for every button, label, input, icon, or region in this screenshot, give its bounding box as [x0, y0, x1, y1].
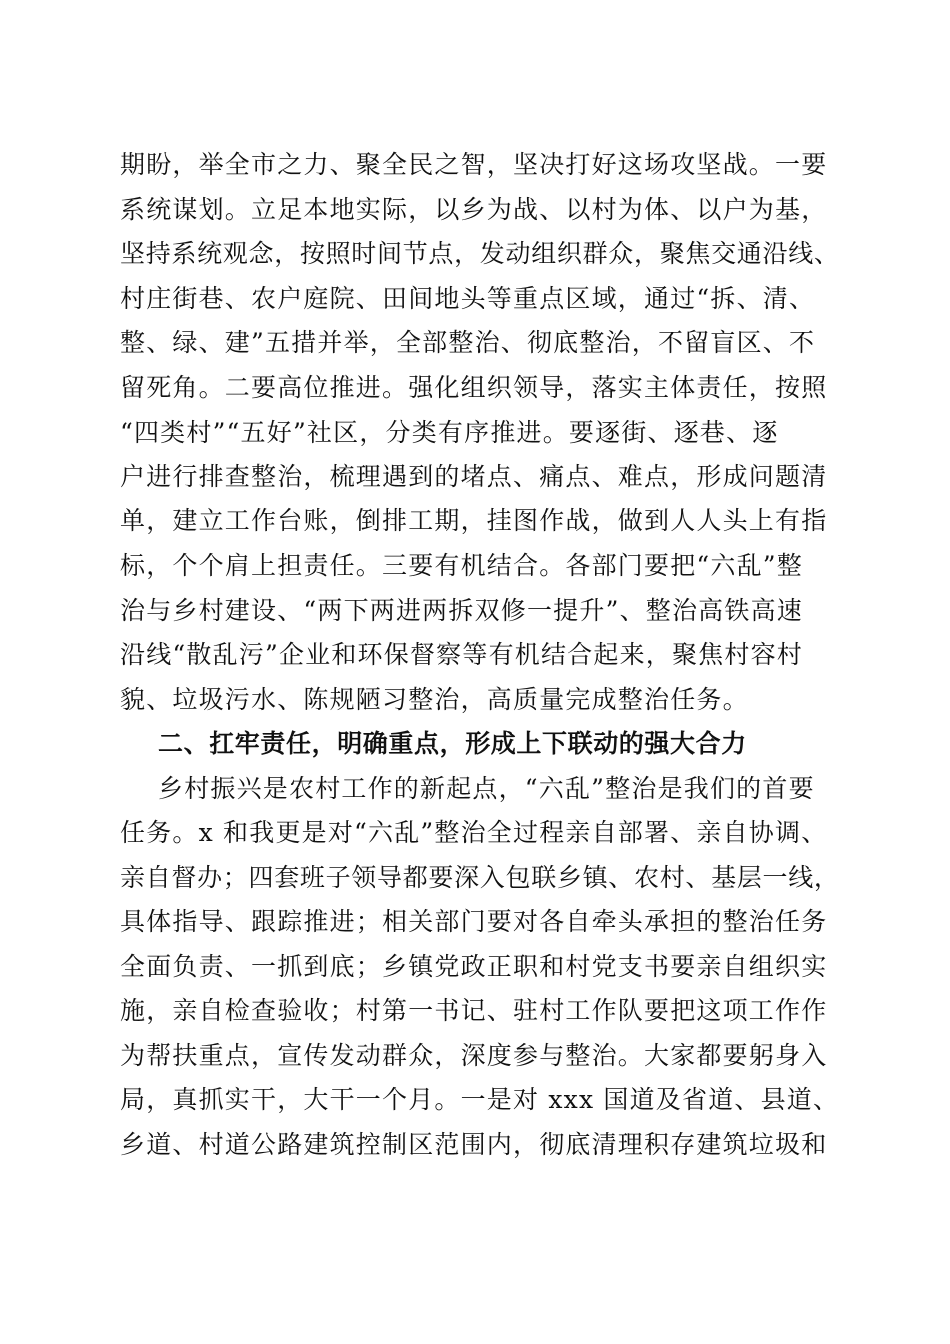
paragraph-line: 任务。x 和我更是对“六乱”整治全过程亲自部署、亲自协调、 [120, 818, 828, 847]
paragraph-line: 标，个个肩上担责任。三要有机结合。各部门要把“六乱”整 [120, 551, 803, 580]
paragraph-line: 户进行排查整治，梳理遇到的堵点、痛点、难点，形成问题清 [120, 462, 828, 491]
paragraph-line: 治与乡村建设、“两下两进两拆双修一提升”、整治高铁高速 [120, 596, 803, 625]
paragraph-line: “四类村”“五好”社区，分类有序推进。要逐街、逐巷、逐 [120, 418, 779, 447]
paragraph-line: 具体指导、跟踪推进；相关部门要对各自牵头承担的整治任务 [120, 907, 828, 936]
paragraph-line: 坚持系统观念，按照时间节点，发动组织群众，聚焦交通沿线、 [120, 239, 840, 268]
paragraph-line: 沿线“散乱污”企业和环保督察等有机结合起来，聚焦村容村 [120, 640, 803, 669]
paragraph-line: 貌、垃圾污水、陈规陋习整治，高质量完成整治任务。 [120, 685, 749, 714]
paragraph-line: 乡村振兴是农村工作的新起点，“六乱”整治是我们的首要 [158, 774, 815, 803]
paragraph-line: 单，建立工作台账，倒排工期，挂图作战，做到人人头上有指 [120, 506, 828, 535]
paragraph-line: 为帮扶重点，宣传发动群众，深度参与整治。大家都要躬身入 [120, 1041, 828, 1070]
paragraph-line: 留死角。二要高位推进。强化组织领导，落实主体责任，按照 [120, 373, 828, 402]
paragraph-line: 期盼，举全市之力、聚全民之智，坚决打好这场攻坚战。一要 [120, 150, 828, 179]
section-heading: 二、扛牢责任，明确重点，形成上下联动的强大合力 [158, 729, 747, 758]
paragraph-line: 局，真抓实干，大干一个月。一是对 xxx 国道及省道、县道、 [120, 1085, 840, 1114]
paragraph-line: 乡道、村道公路建筑控制区范围内，彻底清理积存建筑垃圾和 [120, 1130, 828, 1159]
paragraph-line: 全面负责、一抓到底；乡镇党政正职和村党支书要亲自组织实 [120, 952, 828, 981]
paragraph-line: 村庄街巷、农户庭院、田间地头等重点区域，通过“拆、清、 [120, 284, 816, 313]
paragraph-line: 整、绿、建”五措并举，全部整治、彻底整治，不留盲区、不 [120, 328, 816, 357]
paragraph-line: 亲自督办；四套班子领导都要深入包联乡镇、农村、基层一线， [120, 863, 840, 892]
paragraph-line: 施，亲自检查验收；村第一书记、驻村工作队要把这项工作作 [120, 996, 828, 1025]
paragraph-line: 系统谋划。立足本地实际，以乡为战、以村为体、以户为基， [120, 195, 828, 224]
